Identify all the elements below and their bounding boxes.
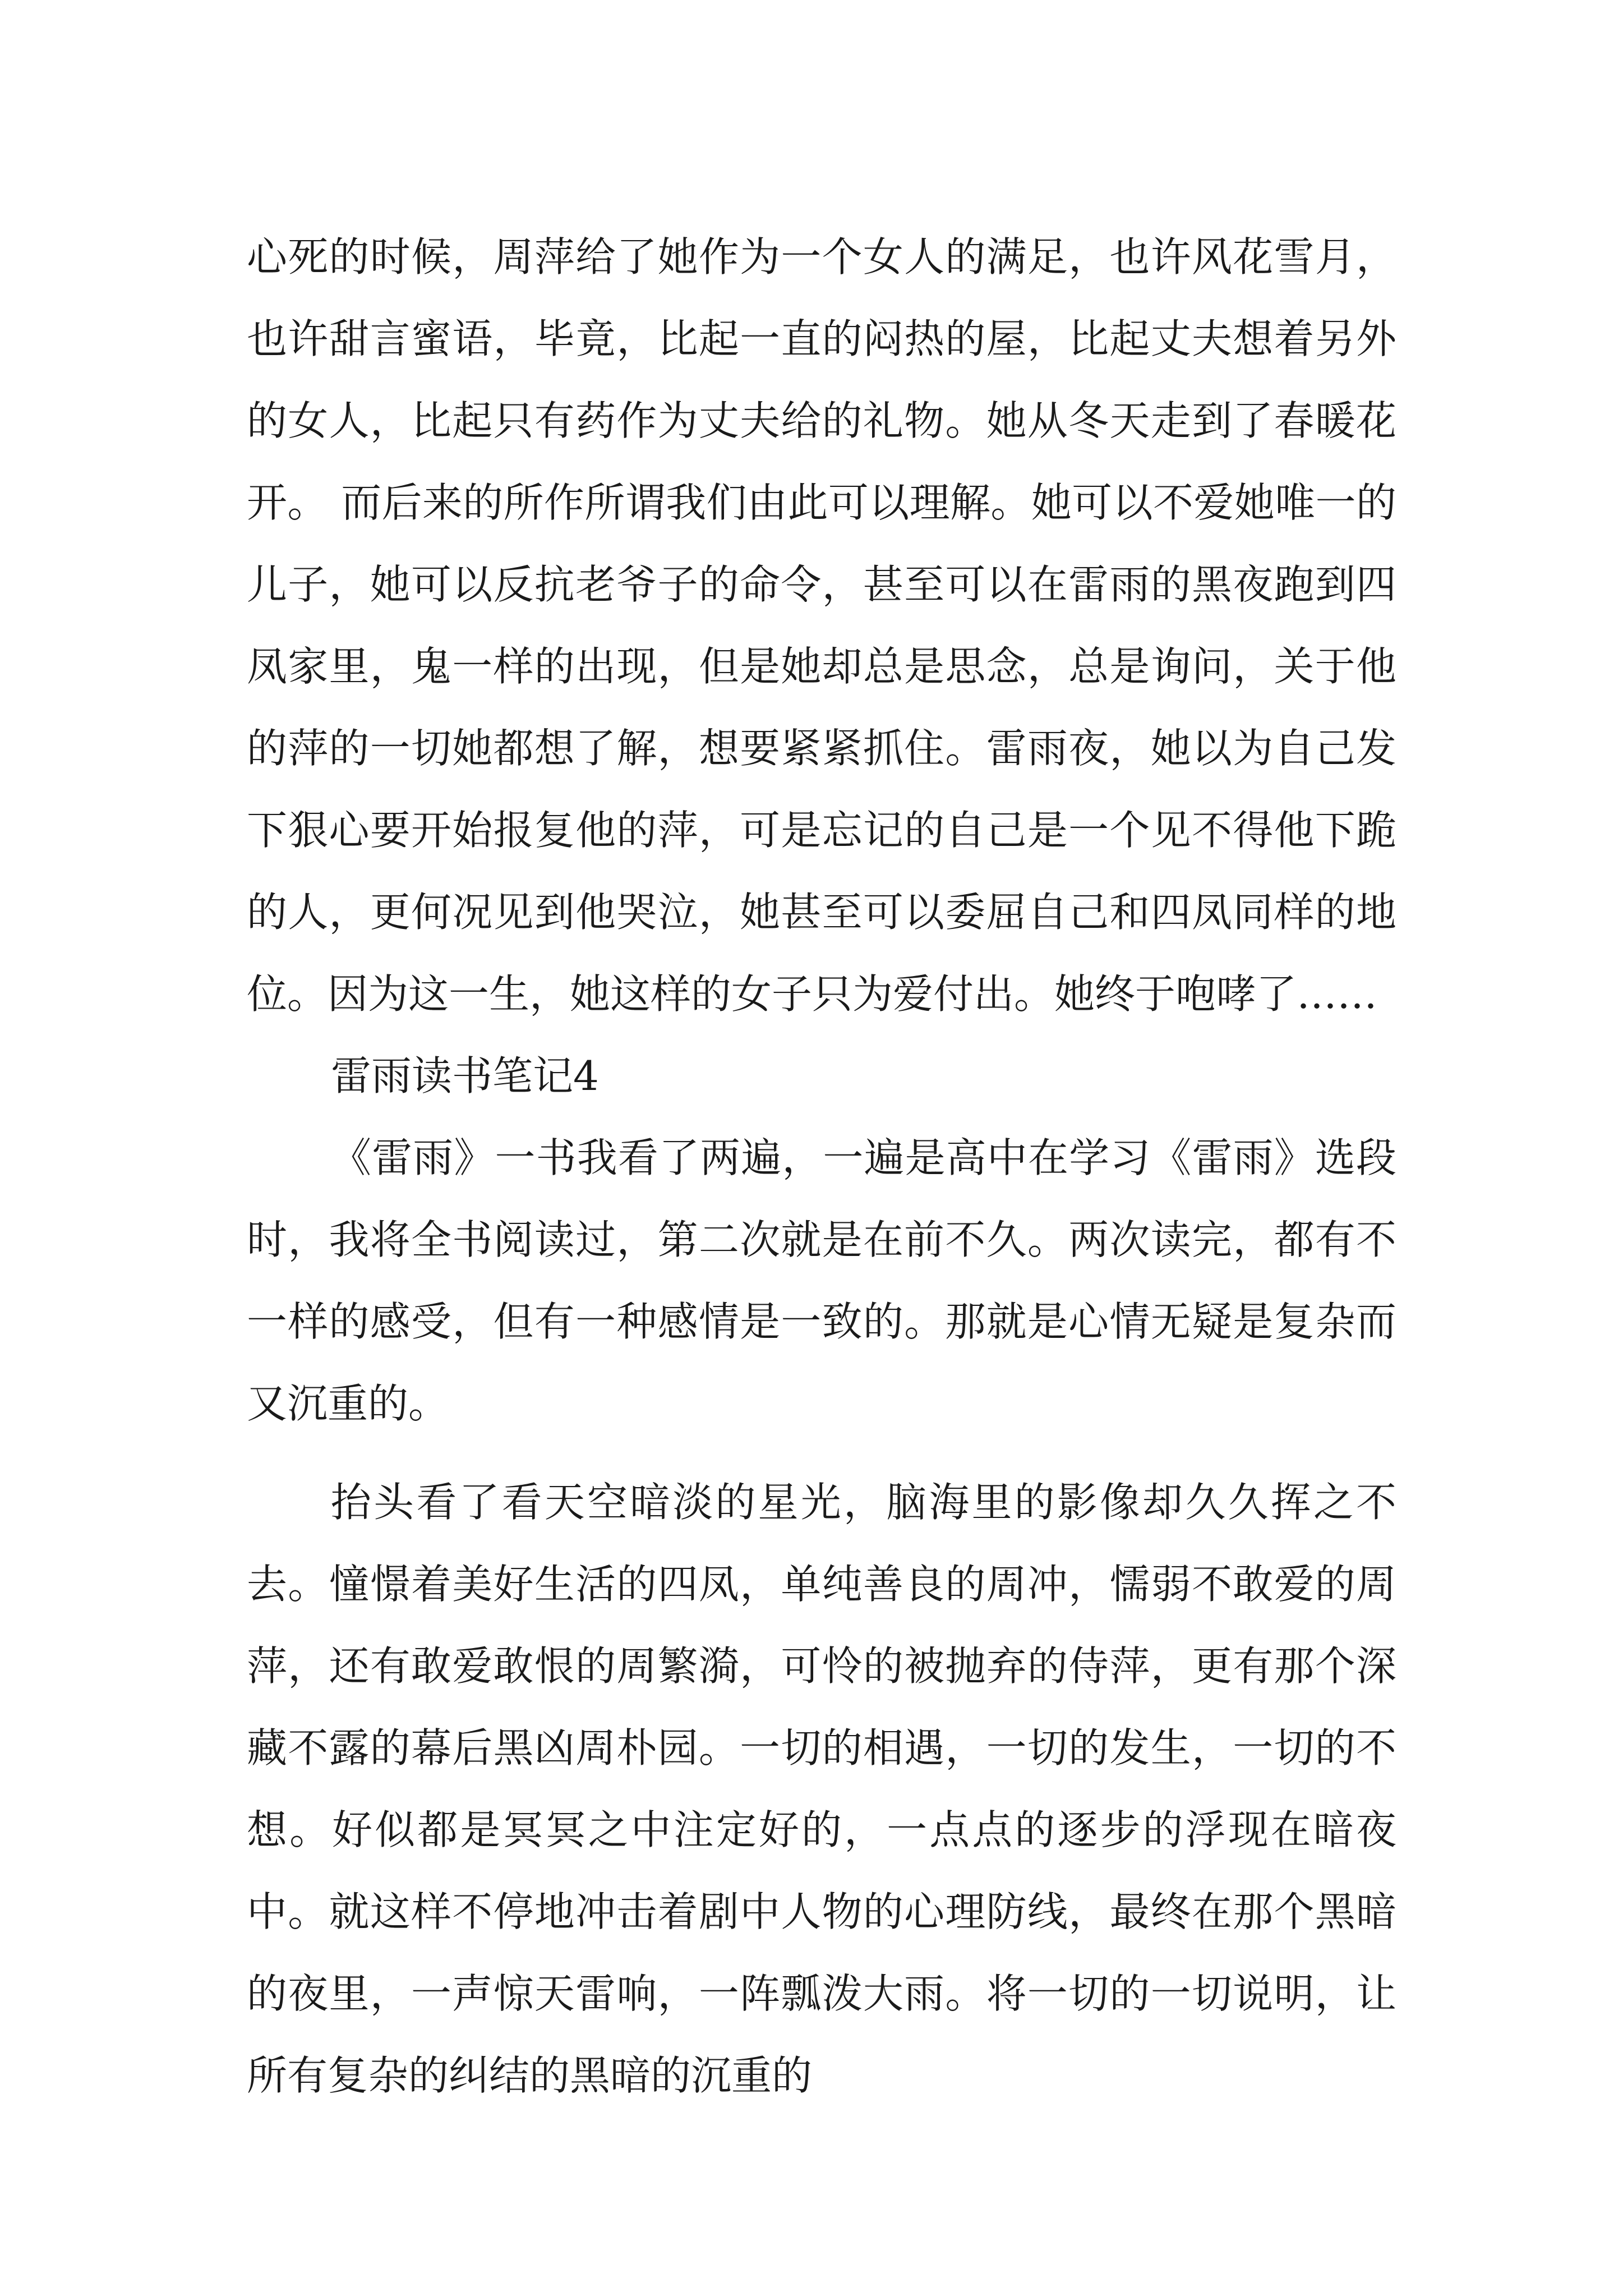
paragraph-starlight: 抬头看了看天空暗淡的星光，脑海里的影像却久久挥之不去。憧憬着美好生活的四凤，单纯善良的周冲，懦弱不敢爱的周萍，还有敢爱敢恨的周繁漪，可怜的被抛弃的侍萍，更有那个深藏不露的幕后黑凶周朴园。一切的相遇，一切的发生，一切的不想。好似都是冥冥之中注定好的，一点点的逐步的浮现在暗夜中。就这样不停地冲击着剧中人物的心理防线，最终在那个黑暗的夜里，一声惊天雷响，一阵瓢泼大雨。将一切的一切说明，让所有复杂的纠结的黑暗的沉重的 (247, 1479, 1396, 2099)
paragraph-fanyi-love: 心死的时候，周萍给了她作为一个女人的满足，也许风花雪月，也许甜言蜜语，毕竟，比起一直的闷热的屋，比起丈夫想着另外的女人，比起只有药作为丈夫给的礼物。她从冬天走到了春暖花开。 而后来的所作所谓我们由此可以理解。她可以不爱她唯一的儿子，她可以反抗老爷子的命令，甚至可以在雷雨的黑夜跑到四凤家里，鬼一样的出现，但是她却总是思念，总是询问，关于他的萍的一切她都想了解，想要紧紧抓住。雷雨夜，她以为自己发下狠心要开始报复他的萍，可是忘记的自己是一个见不得他下跪的人，更何况见到他哭泣，她甚至可以委屈自己和四凤同样的地位。因为这一生，她这样的女子只为爱付出。她终于咆哮了…… (247, 233, 1396, 1018)
paragraph-reading-twice: 《雷雨》一书我看了两遍，一遍是高中在学习《雷雨》选段时，我将全书阅读过，第二次就是在前不久。两次读完，都有不一样的感受，但有一种感情是一致的。那就是心情无疑是复杂而又沉重的。 (247, 1134, 1396, 1427)
document-body (247, 216, 1396, 2116)
section-heading: 雷雨读书笔记4 (331, 1052, 599, 1099)
